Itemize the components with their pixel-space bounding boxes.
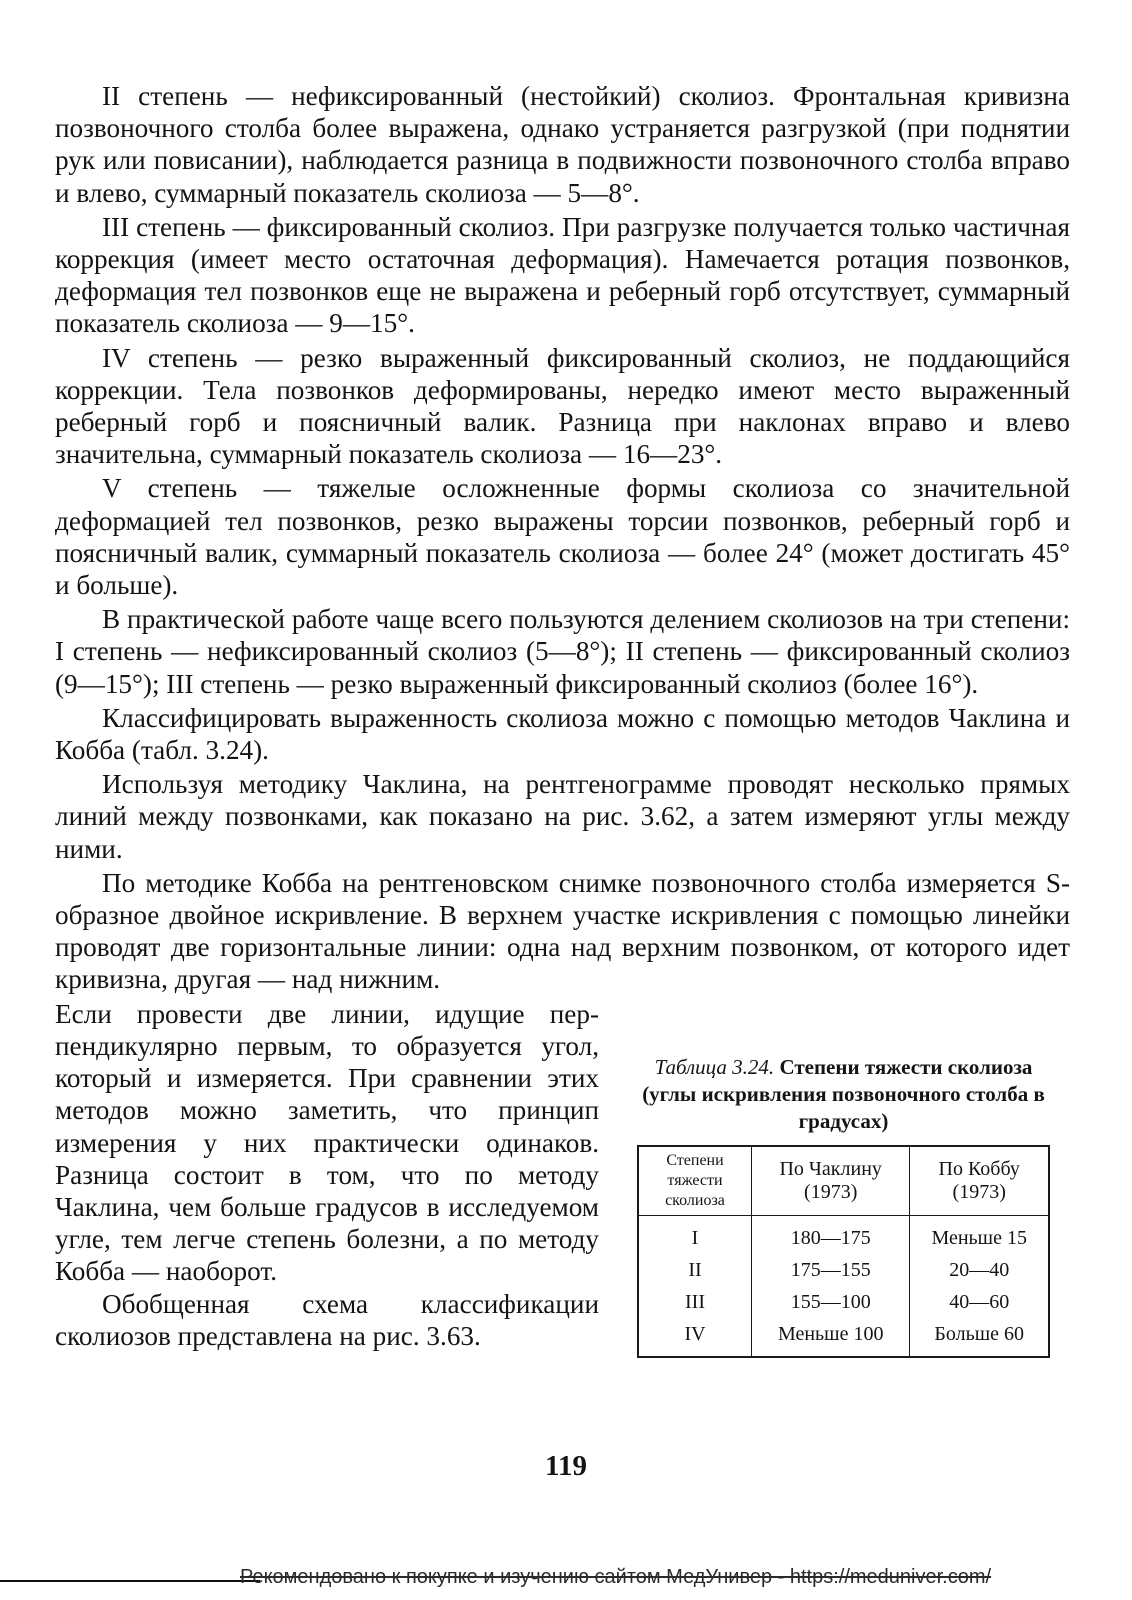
table-cell: Больше 60 [910,1318,1049,1357]
table-caption-title: Степени тяжести сколиоза (углы искривления позвоночного столба в градусах) [642,1054,1045,1133]
paragraph-cobb-method: По методике Кобба на рентгеновском снимке позвоночного столба измеряется S-образное двойное искривление. В верхнем участке искривления с помощью линейки проводят две горизонтальные линии: одна над верхним позвонком, от которого идет кривизна, другая — над нижним. [55,867,1070,995]
table-cell: 155—100 [752,1286,910,1318]
footer-watermark: Рекомендовано к покупке и изучению сайтом МедУнивер - https://meduniver.com/ [240,1566,992,1588]
table-caption-label: Таблица 3.24. [654,1054,775,1079]
table-row [638,1318,1049,1357]
table-row [638,1286,1049,1318]
left-text-column [55,998,599,1352]
table-cell: II [638,1254,752,1286]
paragraph-grade-5: V степень — тяжелые осложненные формы сколиоза со значительной деформацией тел позвонков, резко выражены торсии позвонков, реберный горб и поясничный валик, суммарный показатель сколиоза — более 24° (может достигать 45° и больше). [55,473,1070,601]
table-caption [637,1054,1050,1135]
table-cell: 20—40 [910,1254,1049,1286]
table-cell: I [638,1215,752,1254]
table-cell: Меньше 15 [910,1215,1049,1254]
table-header-row [638,1146,1049,1216]
paragraph-grade-4: IV степень — резко выраженный фиксированный сколиоз, не поддающийся коррекции. Тела позвонков деформированы, нередко имеют место выраженный реберный горб и поясничный валик. Разница при наклонах вправо и влево значительна, суммарный показатель сколиоза — 16—23°. [55,342,1070,470]
paragraph-comparison: Если провести две линии, идущие перпендикулярно первым, то образуется угол, который и измеряется. При сравнении этих методов можно заметить, что принцип измерения у них практически одинаков. Разница состоит в том, что по методу Чаклина, чем больше градусов в исследуемом угле, тем легче степень болезни, а по методу Кобба — наоборот. [55,998,599,1287]
footer-rule [0,1580,260,1582]
paragraph-generalized-scheme: Обобщенная схема классификации сколиозов представлена на рис. 3.63. [55,1288,599,1351]
page-number: 119 [545,1450,587,1482]
paragraph-three-grades: В практической работе чаще всего пользуются делением сколиозов на три степени: I степень — нефиксированный сколиоз (5—8°); II степень — фиксированный сколиоз (9—15°); III степень — резко выраженный фиксированный сколиоз (более 16°). [55,604,1070,699]
table-row [638,1215,1049,1254]
table-header-chaklin: По Чаклину (1973) [752,1146,910,1216]
table-cell: IV [638,1318,752,1357]
table-cell: 40—60 [910,1286,1049,1318]
paragraph-classification-methods: Классифицировать выраженность сколиоза можно с помощью методов Чаклина и Кобба (табл. 3.24). [55,702,1070,766]
lower-section [55,998,1070,1418]
page-body [55,80,1070,1418]
paragraph-grade-2: II степень — нефиксированный (нестойкий) сколиоз. Фронтальная кривизна позвоночного столба более выражена, однако устраняется разгрузкой (при поднятии рук или повисании), наблюдается разница в подвижности позвоночного столба вправо и влево, суммарный показатель сколиоза — 5—8°. [55,81,1070,208]
table-header-cobb: По Коббу (1973) [910,1146,1049,1216]
severity-table [637,1145,1050,1358]
table-cell: Меньше 100 [752,1318,910,1357]
table-cell: III [638,1286,752,1318]
paragraph-grade-3: III степень — фиксированный сколиоз. При разгрузке получается только частичная коррекция (имеет место остаточная деформация). Намечается ротация позвонков, деформация тел позвонков еще не выражена и реберный горб отсутствует, суммарный показатель сколиоза — 9—15°. [55,211,1070,339]
table-header-grade: Степени тяжести сколиоза [638,1146,752,1216]
table-block [637,1054,1050,1358]
paragraph-chaklin-method: Используя методику Чаклина, на рентгенограмме проводят несколько прямых линий между позвонками, как показано на рис. 3.62, а затем измеряют углы между ними. [55,769,1070,864]
table-cell: 175—155 [752,1254,910,1286]
table-row [638,1254,1049,1286]
table-cell: 180—175 [752,1215,910,1254]
